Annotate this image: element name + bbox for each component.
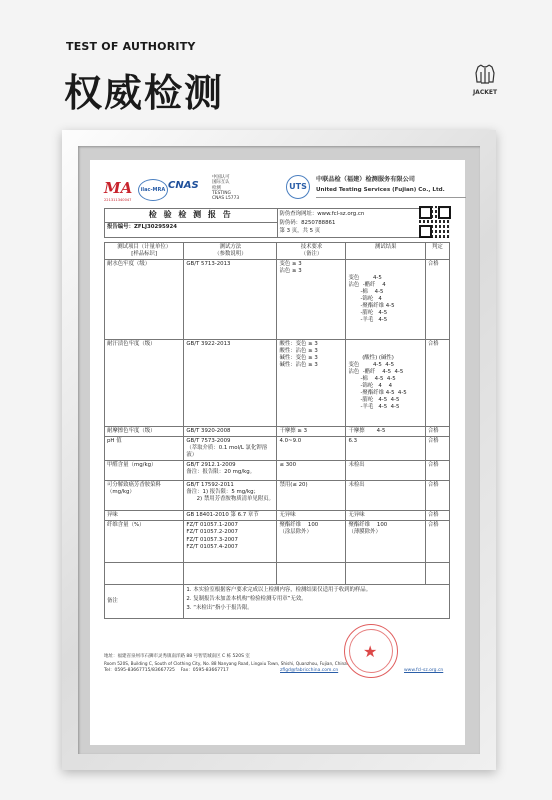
lab-name-en: United Testing Services (Fujian) Co., Ltd.: [316, 187, 445, 193]
table-header-row: 测试项目（计量单位） [样品标识] 测试方法 （参数说明） 技术要求 （备注） 测试结果 判定: [105, 243, 450, 260]
jacket-badge: [465, 62, 505, 96]
cnas-logo: CNAS: [168, 180, 199, 191]
page-number: 第 3 页，共 5 页: [279, 228, 321, 235]
table-row: 纤维含量（%） FZ/T 01057.1-2007 FZ/T 01057.2-2007 FZ/T 01057.3-2007 FZ/T 01057.4-2007 聚酯纤维 100 （涂层除外） 聚酯纤维 100 （薄膜除外） 合格: [105, 521, 450, 563]
cnas-info: 中国认可 国际互认 检测 TESTING CNAS L5773: [212, 175, 240, 202]
notes-row: 备注 1. 本实验室根据客户要求完成以上检测内容，检测结果仅适用于收到的样品。 2. 复制报告未加盖本机构“检验检测专用章”无效。 3. “未检出”指小于报告限。: [105, 585, 450, 619]
table-row: 甲醛含量（mg/kg） GB/T 2912.1-2009 备注：报告限：20 mg/kg。 ≤ 300 未检出 合格: [105, 461, 450, 481]
table-row: 耐汗渍色牢度（级） GB/T 3922-2013 酸性：变色 ≥ 3 酸性：沾色 ≥ 3 碱性：变色 ≥ 3 碱性：沾色 ≥ 3 (酸性) (碱性) 变色 4-5 4-5 沾色 -醋纤 4-5 4-5 -棉 4-5 4-5 -锦纶 4 4 -聚酯纤维 4-5 4-5 -腈纶 4-5 4-5 -羊毛 4-5 4-5 合格: [105, 340, 450, 427]
ma-logo: MA 221311340047: [104, 179, 133, 203]
report-header: [104, 208, 450, 238]
ilac-logo: ilac-MRA: [138, 179, 168, 201]
results-table: [104, 242, 450, 619]
jacket-label: JACKET: [472, 89, 498, 96]
lab-name-cn: 中联品检（福建）检测服务有限公司: [316, 176, 415, 183]
logo-strip: [104, 172, 450, 206]
table-row: 可分解致癌芳香胺染料（mg/kg） GB/T 17592-2011 备注：1) 报告限：5 mg/kg； 2) 禁用芳香胺物质清单见附页。 禁用(≤ 20) 未检出 合格: [105, 481, 450, 511]
table-row: 耐摩擦色牢度（级） GB/T 3920-2008 干摩擦 ≥ 3 干摩擦 4-5 合格: [105, 427, 450, 437]
table-row: pH 值 GB/T 7573-2009 （萃取介质：0.1 mol/L 氯化钾溶液） 4.0~9.0 6.3 合格: [105, 437, 450, 461]
verify-url: 防伪查询网址：www.fcl-sz.org.cn: [279, 211, 365, 217]
uts-logo: UTS: [286, 175, 310, 199]
report-title: 检 验 检 测 报 告: [105, 209, 278, 223]
page-headline: 权威检测: [64, 71, 225, 115]
eyebrow-label: TEST OF AUTHORITY: [66, 40, 196, 53]
table-row: 耐水色牢度（级） GB/T 5713-2013 变色 ≥ 3 沾色 ≥ 3 变色 4-5 沾色 -醋纤 4 -棉 4-5 -锦纶 4 -聚酯纤维 4-5 -腈纶 4-5 -羊毛 4-5 合格: [105, 260, 450, 340]
table-row: 异味 GB 18401-2010 第 6.7 章节 无异味 无异味 合格: [105, 511, 450, 521]
test-report: [90, 160, 465, 745]
qr-code: [419, 206, 451, 238]
report-number: 报告编号：ZFLJ30295924: [105, 223, 278, 238]
footer-web[interactable]: www.fcl-sz.org.cn: [404, 668, 444, 673]
footer-address: 地址：福建省泉州市石狮市灵秀镇南洋路 88 号智装城南区 C 栋 520S 室 Room 520S, Building C, South of Clothing City, No. 88 Nanyang Road, Lingxiu Town, Shishi, Quanzhou, Fujian, China. Tel：0595-83667715/83667725 Fax：0595-83667717 zflgd@fabricchina.com.cn www.fcl-sz.org.cn: [104, 654, 444, 673]
official-seal: ★: [344, 624, 398, 678]
jacket-icon: [473, 62, 497, 86]
verify-code: 防伪码：8250788861: [279, 219, 336, 226]
footer-email[interactable]: zflgd@fabricchina.com.cn: [280, 668, 339, 673]
